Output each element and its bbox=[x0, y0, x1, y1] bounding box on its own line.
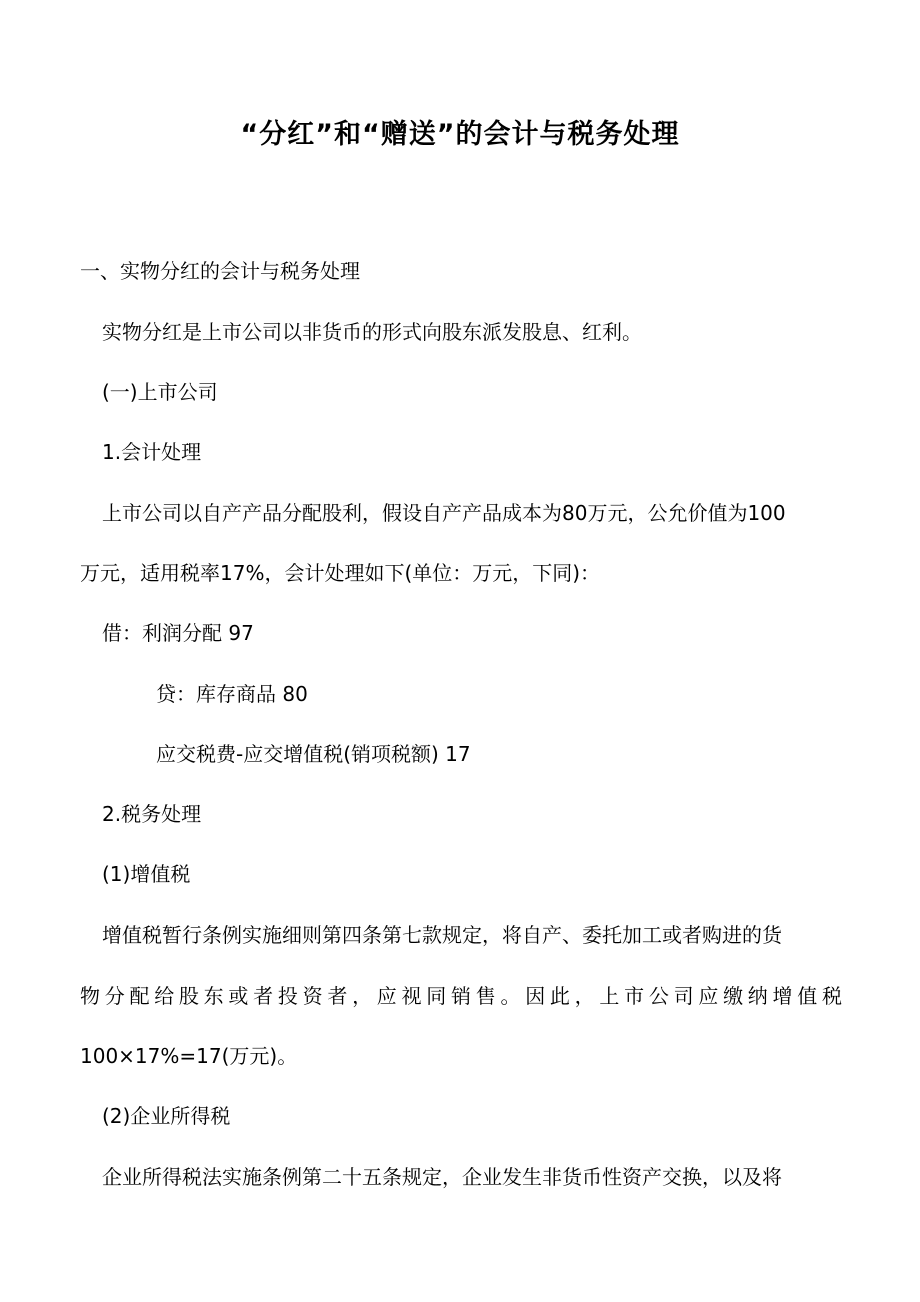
journal-entry-debit: 借：利润分配 97 bbox=[102, 621, 254, 645]
paragraph-line: 上市公司以自产产品分配股利，假设自产产品成本为80万元，公允价值为100 bbox=[102, 501, 786, 525]
section-heading: 一、实物分红的会计与税务处理 bbox=[80, 259, 360, 283]
journal-entry-credit: 贷：库存商品 80 bbox=[156, 682, 308, 706]
paragraph-line: 实物分红是上市公司以非货币的形式向股东派发股息、红利。 bbox=[102, 320, 642, 344]
item-subheading: (2)企业所得税 bbox=[102, 1104, 231, 1128]
paragraph-line: 万元，适用税率17%，会计处理如下(单位：万元，下同)： bbox=[80, 561, 601, 585]
document-title: “分红”和“赠送”的会计与税务处理 bbox=[240, 119, 680, 150]
item-heading: 2.税务处理 bbox=[102, 802, 202, 826]
paragraph-line: 增值税暂行条例实施细则第四条第七款规定，将自产、委托加工或者购进的货 bbox=[102, 923, 782, 947]
paragraph-line: 100×17%=17(万元)。 bbox=[80, 1044, 298, 1068]
paragraph-line: 物分配给股东或者投资者，应视同销售。因此，上市公司应缴纳增值税 bbox=[80, 984, 842, 1008]
paragraph-line: 企业所得税法实施条例第二十五条规定，企业发生非货币性资产交换，以及将 bbox=[102, 1165, 782, 1189]
item-subheading: (1)增值税 bbox=[102, 862, 191, 886]
journal-entry-credit: 应交税费-应交增值税(销项税额) 17 bbox=[156, 742, 471, 766]
item-heading: 1.会计处理 bbox=[102, 440, 202, 464]
subsection-heading: (一)上市公司 bbox=[102, 380, 218, 404]
